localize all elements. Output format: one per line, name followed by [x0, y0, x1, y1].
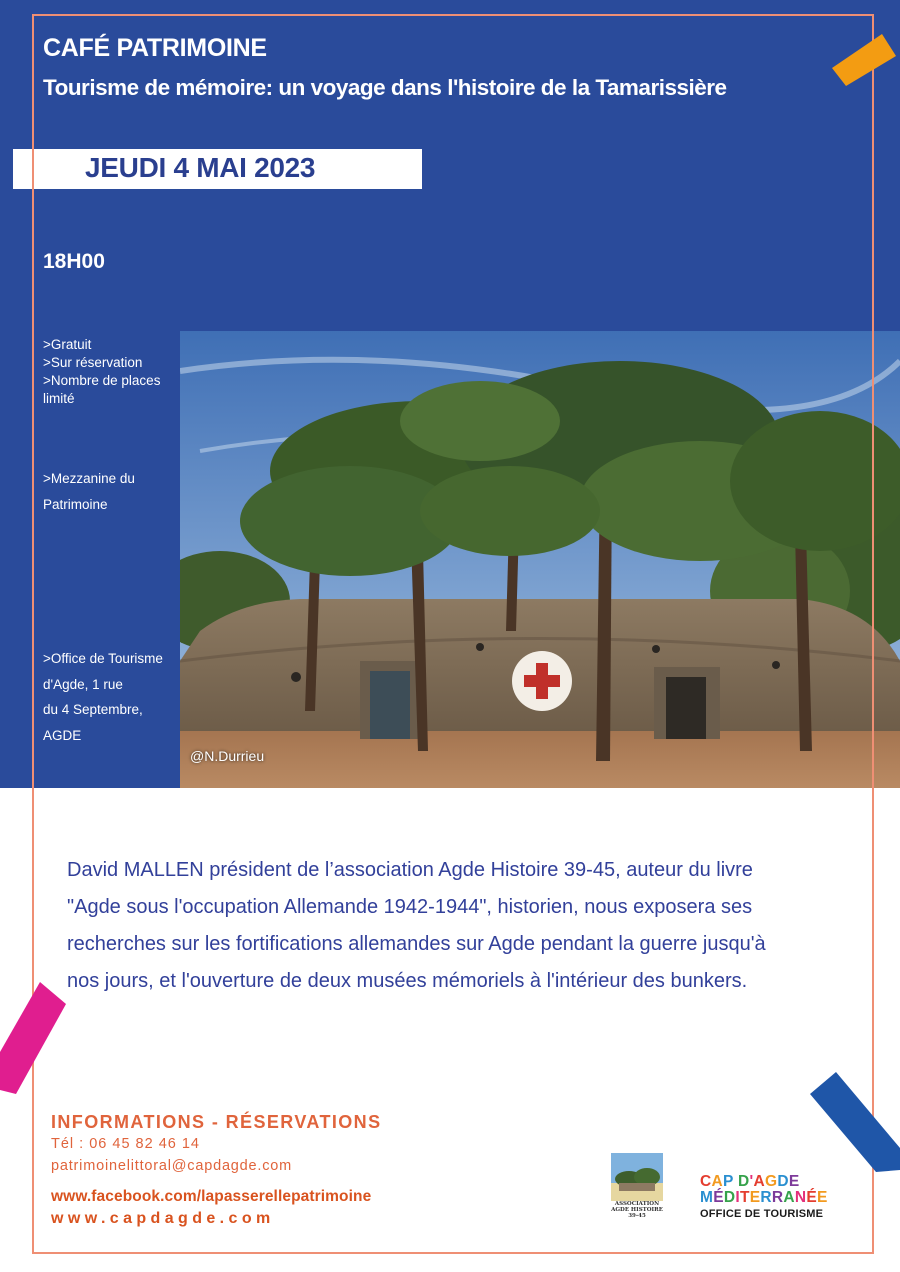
- page-frame: [32, 14, 874, 1254]
- event-date: JEUDI 4 MAI 2023: [85, 152, 316, 183]
- info-line: limité: [43, 391, 75, 406]
- association-logo-text: ASSOCIATION AGDE HISTOIRE 39-45: [611, 1201, 663, 1219]
- logo-line-3: OFFICE DE TOURISME: [700, 1208, 824, 1220]
- info-line: >Nombre de places: [43, 373, 161, 388]
- email-link[interactable]: patrimoinelittoral@capdagde.com: [51, 1158, 293, 1174]
- event-time: 18H00: [43, 250, 105, 273]
- info-line: Patrimoine: [43, 497, 108, 512]
- page-title: CAFÉ PATRIMOINE: [43, 34, 267, 62]
- info-line: >Mezzanine du: [43, 471, 135, 486]
- blue-accent-bar: [806, 1070, 900, 1174]
- association-logo: [611, 1153, 663, 1223]
- event-description: [67, 852, 867, 1000]
- info-line: >Gratuit: [43, 337, 92, 352]
- description-line: recherches sur les fortifications allemandes sur Agde pendant la guerre jusqu'à: [67, 933, 766, 955]
- info-line: >Sur réservation: [43, 355, 143, 370]
- info-line: AGDE: [43, 727, 82, 743]
- logo-line-1: CAP D'AGDE: [700, 1173, 800, 1190]
- event-subtitle: Tourisme de mémoire: un voyage dans l'histoire de la Tamarissière: [43, 75, 727, 100]
- logo-line-2: MÉDITERRANÉE: [700, 1189, 828, 1206]
- description-line: "Agde sous l'occupation Allemande 1942-1944", historien, nous exposera ses: [67, 896, 753, 918]
- info-line: >Office de Tourisme: [43, 651, 163, 666]
- reservations-title: INFORMATIONS - RÉSERVATIONS: [51, 1112, 382, 1132]
- description-line: nos jours, et l'ouverture de deux musées mémoriels à l'intérieur des bunkers.: [67, 970, 748, 992]
- facebook-link[interactable]: www.facebook.com/lapasserellepatrimoine: [51, 1188, 372, 1205]
- website-link[interactable]: www.capdagde.com: [51, 1210, 275, 1227]
- tourism-office-logo: [700, 1174, 850, 1220]
- info-line: d'Agde, 1 rue: [43, 676, 123, 692]
- magenta-accent-bar: [0, 982, 70, 1100]
- photo-credit: @N.Durrieu: [190, 748, 265, 764]
- info-line: du 4 Septembre,: [43, 702, 143, 717]
- phone-number[interactable]: Tél : 06 45 82 46 14: [51, 1136, 200, 1152]
- orange-accent-bar: [826, 28, 900, 86]
- description-line: David MALLEN président de l’association Agde Histoire 39-45, auteur du livre: [67, 859, 753, 881]
